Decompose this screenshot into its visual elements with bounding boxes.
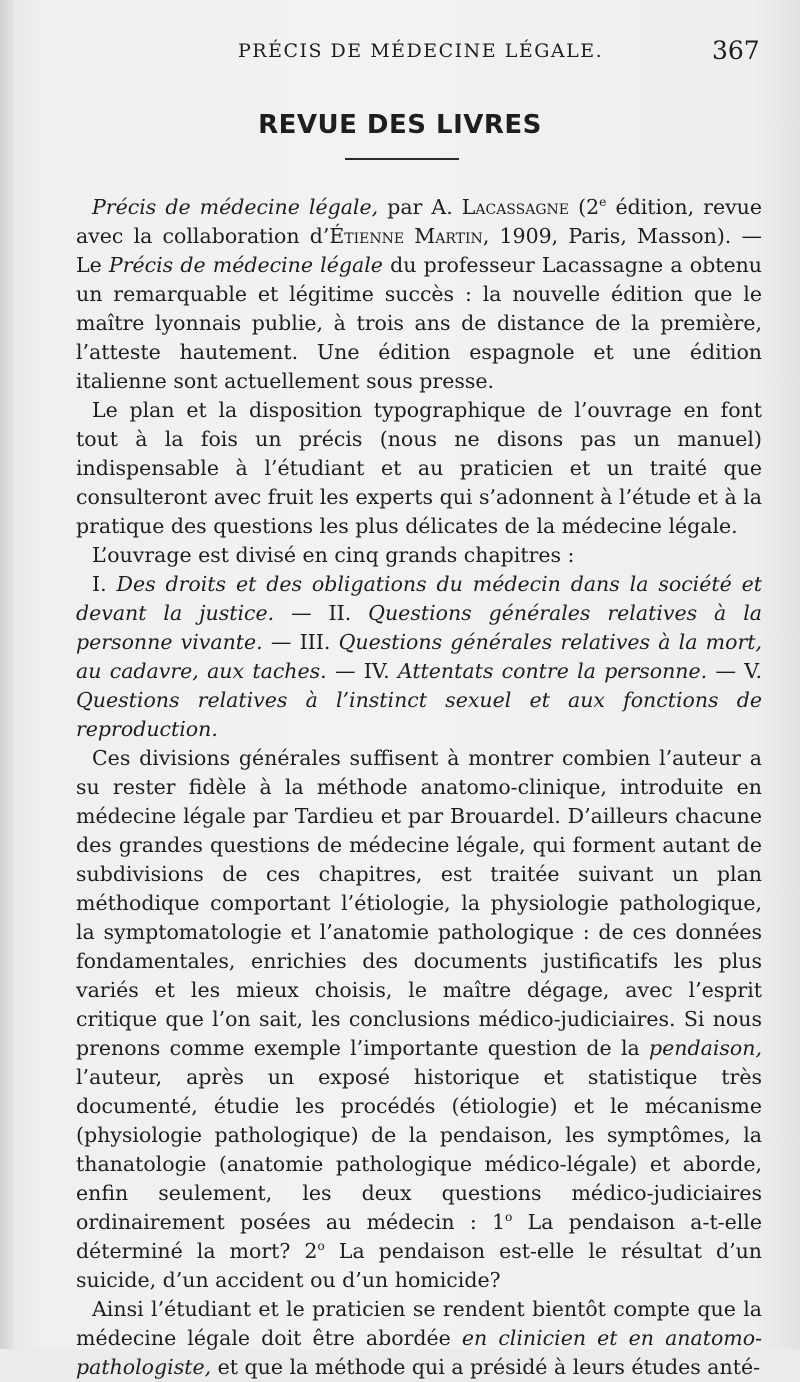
text-run: La pendaison a-t-elle déterminé la mort? 2 <box>76 1210 762 1263</box>
superscript: o <box>317 1239 325 1254</box>
text-run: — II. <box>274 601 369 625</box>
section-title: REVUE DES LIVRES <box>258 110 542 140</box>
italic-text: Attentats contre la personne. <box>397 659 708 683</box>
italic-text: Questions générales relatives à la personne vivante. <box>76 601 762 654</box>
text-run: (2 <box>569 195 600 219</box>
page-gutter-shadow <box>0 0 14 1349</box>
small-caps-name: Lacassagne <box>461 195 570 219</box>
text-run: I. <box>92 572 117 596</box>
paragraph <box>76 193 762 396</box>
review-body <box>76 193 762 1382</box>
text-run: édition, revue avec la collaboration d’ <box>76 195 763 248</box>
text-run: L’ouvrage est divisé en cinq grands chapitres : <box>92 543 575 567</box>
text-run: Le plan et la disposition typographique de l’ouvrage en font tout à la fois un précis (nous ne disons pas un manuel) indispensable à l’étudiant et au praticien et un traité que consulteront avec fruit les experts qui s’adonnent à l’étude et à la pratique des questions les plus délicates de la médecine légale. <box>76 398 762 538</box>
superscript: o <box>505 1210 513 1225</box>
paragraph <box>76 396 762 541</box>
text-run: et que la méthode qui a présidé à leurs études anté- <box>211 1355 761 1379</box>
text-run: par A. <box>378 195 462 219</box>
text-run: Ainsi l’étudiant et le praticien se rendent bientôt compte que la médecine légale doit être abordée <box>76 1297 762 1350</box>
italic-text: pendaison, <box>649 1036 762 1060</box>
running-title: PRÉCIS DE MÉDECINE LÉGALE. <box>238 40 604 62</box>
paragraph <box>76 541 762 570</box>
italic-text: Des droits et des obligations du médecin dans la société et devant la justice. <box>76 572 762 625</box>
text-run: l’auteur, après un exposé historique et statistique très documenté, étudie les procédés (étiologie) et le mécanisme (physiologie pathologique) de la pendaison, les symptômes, la thanatologie (anatomie pathologique médico-légale) et aborde, enfin seulement, les deux questions médico-judiciaires ordinairement posées au médecin : 1 <box>76 1065 762 1234</box>
text-run: Ces divisions générales suffisent à montrer combien l’auteur a su rester fidèle à la méthode anatomo-clinique, introduite en médecine légale par Tardieu et par Brouardel. D’ailleurs chacune des grandes questions de médecine légale, qui forment autant de subdivisions de ces chapitres, est traitée suivant un plan méthodique comportant l’étiologie, la physiologie pathologique, la symptomatologie et l’anatomie pathologique : de ces données fondamentales, enrichies des documents justificatifs les plus variés et les mieux choisis, le maître dégage, avec l’esprit critique que l’on sait, les conclusions médico-judiciaires. Si nous prenons comme exemple l’importante question de la <box>76 746 762 1060</box>
italic-text: Questions relatives à l’instinct sexuel et aux fonctions de reproduction. <box>76 688 762 741</box>
title-rule <box>345 158 459 160</box>
text-run: — IV. <box>326 659 398 683</box>
text-run: — V. <box>707 659 762 683</box>
superscript: e <box>599 195 607 210</box>
paragraph <box>76 570 762 744</box>
text-run: , 1909, Paris, Masson). — Le <box>76 224 762 277</box>
page-number: 367 <box>712 36 760 65</box>
text-run: — III. <box>262 630 339 654</box>
text-run: La pendaison est-elle le résultat d’un suicide, d’un accident ou d’un homicide? <box>76 1239 762 1292</box>
small-caps-name: Étienne Martin <box>329 224 483 248</box>
paragraph <box>76 1295 762 1382</box>
italic-text: Précis de médecine légale, <box>92 195 379 219</box>
italic-text: Précis de médecine légale <box>108 253 383 277</box>
running-head <box>0 36 800 70</box>
italic-text: Questions générales relatives à la mort, au cadavre, aux taches. <box>76 630 762 683</box>
text-run: du professeur Lacassagne a obtenu un remarquable et légitime succès : la nouvelle édition que le maître lyonnais publie, à trois ans de distance de la première, l’atteste hautement. Une édition espagnole et une édition italienne sont actuellement sous presse. <box>76 253 762 393</box>
paragraph <box>76 744 762 1295</box>
italic-text: en clinicien et en anatomo-pathologiste, <box>76 1326 763 1379</box>
